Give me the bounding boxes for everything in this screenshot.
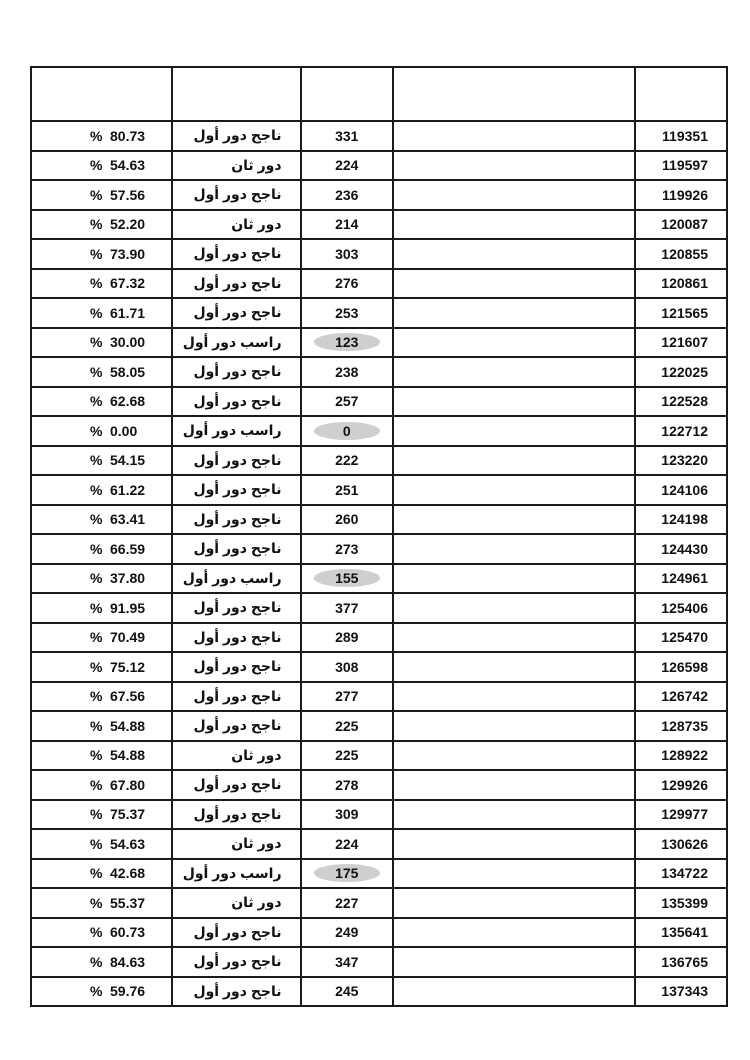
percent-symbol: % bbox=[90, 245, 103, 262]
score-cell bbox=[301, 977, 394, 1007]
score-value: 224 bbox=[335, 157, 359, 174]
score-value: 309 bbox=[335, 806, 359, 823]
score-value: 245 bbox=[335, 983, 359, 1000]
status-cell: دور ثان bbox=[172, 741, 301, 771]
score-cell bbox=[301, 357, 394, 387]
percent-cell bbox=[31, 151, 172, 181]
id-cell: 129977 bbox=[635, 800, 727, 830]
table-row bbox=[31, 829, 727, 859]
percent-cell bbox=[31, 564, 172, 594]
id-cell: 126742 bbox=[635, 682, 727, 712]
score-cell bbox=[301, 298, 394, 328]
percent-value: 73.90 bbox=[110, 245, 146, 262]
percent-cell bbox=[31, 888, 172, 918]
table-row bbox=[31, 210, 727, 240]
id-cell: 128922 bbox=[635, 741, 727, 771]
percent-value: 61.71 bbox=[110, 304, 146, 321]
percent-cell bbox=[31, 446, 172, 476]
score-cell bbox=[301, 741, 394, 771]
name-cell bbox=[393, 800, 635, 830]
id-cell: 120861 bbox=[635, 269, 727, 299]
percent-value: 42.68 bbox=[110, 865, 146, 882]
id-cell: 119597 bbox=[635, 151, 727, 181]
score-cell bbox=[301, 770, 394, 800]
percent-value: 57.56 bbox=[110, 186, 146, 203]
table-row bbox=[31, 239, 727, 269]
percent-value: 75.12 bbox=[110, 658, 146, 675]
score-cell bbox=[301, 918, 394, 948]
status-cell: ناجح دور أول bbox=[172, 623, 301, 653]
id-cell: 129926 bbox=[635, 770, 727, 800]
id-cell: 119926 bbox=[635, 180, 727, 210]
id-cell: 136765 bbox=[635, 947, 727, 977]
percent-cell bbox=[31, 387, 172, 417]
status-cell: ناجح دور أول bbox=[172, 711, 301, 741]
score-value: 227 bbox=[335, 894, 359, 911]
id-cell: 122528 bbox=[635, 387, 727, 417]
table-row bbox=[31, 947, 727, 977]
percent-symbol: % bbox=[90, 275, 103, 292]
table-row bbox=[31, 328, 727, 358]
table-row bbox=[31, 770, 727, 800]
percent-cell bbox=[31, 859, 172, 889]
table-body bbox=[31, 67, 727, 1006]
status-cell: دور ثان bbox=[172, 151, 301, 181]
percent-symbol: % bbox=[90, 304, 103, 321]
percent-value: 70.49 bbox=[110, 629, 146, 646]
percent-cell bbox=[31, 210, 172, 240]
percent-symbol: % bbox=[90, 599, 103, 616]
score-cell bbox=[301, 416, 394, 446]
percent-value: 63.41 bbox=[110, 511, 146, 528]
score-cell bbox=[301, 534, 394, 564]
percent-symbol: % bbox=[90, 570, 103, 587]
score-cell bbox=[301, 121, 394, 151]
percent-cell bbox=[31, 623, 172, 653]
percent-symbol: % bbox=[90, 835, 103, 852]
status-cell: ناجح دور أول bbox=[172, 770, 301, 800]
table-row bbox=[31, 534, 727, 564]
percent-symbol: % bbox=[90, 688, 103, 705]
status-cell: ناجح دور أول bbox=[172, 800, 301, 830]
score-highlight-oval: 0 bbox=[314, 422, 380, 440]
percent-value: 54.15 bbox=[110, 452, 146, 469]
header-cell-score bbox=[301, 67, 394, 121]
score-cell bbox=[301, 829, 394, 859]
percent-value: 80.73 bbox=[110, 127, 146, 144]
status-cell: ناجح دور أول bbox=[172, 121, 301, 151]
percent-cell bbox=[31, 770, 172, 800]
score-cell bbox=[301, 564, 394, 594]
score-value: 238 bbox=[335, 363, 359, 380]
table-row bbox=[31, 682, 727, 712]
table-row bbox=[31, 741, 727, 771]
percent-symbol: % bbox=[90, 422, 103, 439]
percent-value: 67.56 bbox=[110, 688, 146, 705]
name-cell bbox=[393, 505, 635, 535]
name-cell bbox=[393, 357, 635, 387]
status-cell: ناجح دور أول bbox=[172, 918, 301, 948]
status-cell: دور ثان bbox=[172, 210, 301, 240]
name-cell bbox=[393, 623, 635, 653]
table-row bbox=[31, 977, 727, 1007]
results-table bbox=[30, 66, 728, 1007]
status-cell: ناجح دور أول bbox=[172, 180, 301, 210]
id-cell: 122025 bbox=[635, 357, 727, 387]
table-row bbox=[31, 652, 727, 682]
header-cell-id bbox=[635, 67, 727, 121]
score-cell bbox=[301, 328, 394, 358]
score-value: 222 bbox=[335, 452, 359, 469]
percent-cell bbox=[31, 652, 172, 682]
percent-symbol: % bbox=[90, 393, 103, 410]
status-cell: ناجح دور أول bbox=[172, 652, 301, 682]
table-row bbox=[31, 505, 727, 535]
score-cell bbox=[301, 947, 394, 977]
score-value: 214 bbox=[335, 216, 359, 233]
score-value: 308 bbox=[335, 658, 359, 675]
percent-symbol: % bbox=[90, 776, 103, 793]
score-value: 303 bbox=[335, 245, 359, 262]
status-cell: ناجح دور أول bbox=[172, 505, 301, 535]
score-value: 251 bbox=[335, 481, 359, 498]
name-cell bbox=[393, 475, 635, 505]
name-cell bbox=[393, 446, 635, 476]
table-row bbox=[31, 446, 727, 476]
table-row bbox=[31, 800, 727, 830]
name-cell bbox=[393, 121, 635, 151]
name-cell bbox=[393, 829, 635, 859]
id-cell: 123220 bbox=[635, 446, 727, 476]
percent-cell bbox=[31, 505, 172, 535]
percent-cell bbox=[31, 918, 172, 948]
score-value: 331 bbox=[335, 127, 359, 144]
table-row bbox=[31, 918, 727, 948]
id-cell: 120087 bbox=[635, 210, 727, 240]
score-cell bbox=[301, 475, 394, 505]
percent-symbol: % bbox=[90, 334, 103, 351]
percent-symbol: % bbox=[90, 806, 103, 823]
score-value: 249 bbox=[335, 924, 359, 941]
status-cell: دور ثان bbox=[172, 829, 301, 859]
name-cell bbox=[393, 918, 635, 948]
percent-value: 54.88 bbox=[110, 747, 146, 764]
percent-cell bbox=[31, 475, 172, 505]
status-cell: ناجح دور أول bbox=[172, 446, 301, 476]
table-row bbox=[31, 357, 727, 387]
header-cell-status bbox=[172, 67, 301, 121]
percent-cell bbox=[31, 947, 172, 977]
percent-value: 37.80 bbox=[110, 570, 146, 587]
header-cell-name bbox=[393, 67, 635, 121]
percent-symbol: % bbox=[90, 658, 103, 675]
score-value: 257 bbox=[335, 393, 359, 410]
id-cell: 137343 bbox=[635, 977, 727, 1007]
status-cell: راسب دور أول bbox=[172, 328, 301, 358]
percent-symbol: % bbox=[90, 894, 103, 911]
id-cell: 125406 bbox=[635, 593, 727, 623]
name-cell bbox=[393, 210, 635, 240]
percent-value: 58.05 bbox=[110, 363, 146, 380]
percent-value: 52.20 bbox=[110, 216, 146, 233]
name-cell bbox=[393, 652, 635, 682]
id-cell: 128735 bbox=[635, 711, 727, 741]
percent-value: 54.63 bbox=[110, 157, 146, 174]
id-cell: 134722 bbox=[635, 859, 727, 889]
table-row bbox=[31, 623, 727, 653]
table-row bbox=[31, 180, 727, 210]
table-row bbox=[31, 387, 727, 417]
percent-symbol: % bbox=[90, 540, 103, 557]
percent-value: 60.73 bbox=[110, 924, 146, 941]
status-cell: راسب دور أول bbox=[172, 416, 301, 446]
percent-cell bbox=[31, 269, 172, 299]
percent-value: 91.95 bbox=[110, 599, 146, 616]
id-cell: 124430 bbox=[635, 534, 727, 564]
status-cell: ناجح دور أول bbox=[172, 593, 301, 623]
score-cell bbox=[301, 652, 394, 682]
percent-value: 61.22 bbox=[110, 481, 146, 498]
name-cell bbox=[393, 387, 635, 417]
score-value: 347 bbox=[335, 953, 359, 970]
score-cell bbox=[301, 859, 394, 889]
percent-value: 67.32 bbox=[110, 275, 146, 292]
score-value: 289 bbox=[335, 629, 359, 646]
score-value: 278 bbox=[335, 776, 359, 793]
score-highlight-oval: 175 bbox=[314, 864, 380, 882]
percent-symbol: % bbox=[90, 452, 103, 469]
score-value: 225 bbox=[335, 747, 359, 764]
status-cell: دور ثان bbox=[172, 888, 301, 918]
score-cell bbox=[301, 239, 394, 269]
percent-cell bbox=[31, 977, 172, 1007]
name-cell bbox=[393, 298, 635, 328]
name-cell bbox=[393, 328, 635, 358]
percent-symbol: % bbox=[90, 953, 103, 970]
percent-symbol: % bbox=[90, 127, 103, 144]
status-cell: ناجح دور أول bbox=[172, 475, 301, 505]
id-cell: 121565 bbox=[635, 298, 727, 328]
percent-value: 54.88 bbox=[110, 717, 146, 734]
percent-symbol: % bbox=[90, 157, 103, 174]
score-value: 273 bbox=[335, 540, 359, 557]
percent-value: 59.76 bbox=[110, 983, 146, 1000]
score-cell bbox=[301, 505, 394, 535]
score-cell bbox=[301, 151, 394, 181]
id-cell: 121607 bbox=[635, 328, 727, 358]
table-row bbox=[31, 564, 727, 594]
name-cell bbox=[393, 239, 635, 269]
id-cell: 135641 bbox=[635, 918, 727, 948]
percent-symbol: % bbox=[90, 717, 103, 734]
percent-cell bbox=[31, 328, 172, 358]
header-cell-percent bbox=[31, 67, 172, 121]
status-cell: ناجح دور أول bbox=[172, 357, 301, 387]
percent-value: 67.80 bbox=[110, 776, 146, 793]
table-row bbox=[31, 593, 727, 623]
score-value: 377 bbox=[335, 599, 359, 616]
header-row bbox=[31, 67, 727, 121]
percent-value: 75.37 bbox=[110, 806, 146, 823]
percent-symbol: % bbox=[90, 629, 103, 646]
score-value: 253 bbox=[335, 304, 359, 321]
name-cell bbox=[393, 770, 635, 800]
name-cell bbox=[393, 888, 635, 918]
score-cell bbox=[301, 269, 394, 299]
status-cell: ناجح دور أول bbox=[172, 298, 301, 328]
percent-cell bbox=[31, 298, 172, 328]
table-row bbox=[31, 416, 727, 446]
id-cell: 125470 bbox=[635, 623, 727, 653]
id-cell: 130626 bbox=[635, 829, 727, 859]
table-row bbox=[31, 859, 727, 889]
score-cell bbox=[301, 593, 394, 623]
percent-symbol: % bbox=[90, 747, 103, 764]
percent-value: 55.37 bbox=[110, 894, 146, 911]
name-cell bbox=[393, 977, 635, 1007]
status-cell: ناجح دور أول bbox=[172, 534, 301, 564]
percent-value: 84.63 bbox=[110, 953, 146, 970]
percent-symbol: % bbox=[90, 481, 103, 498]
score-cell bbox=[301, 711, 394, 741]
table-row bbox=[31, 151, 727, 181]
score-cell bbox=[301, 387, 394, 417]
percent-symbol: % bbox=[90, 216, 103, 233]
status-cell: ناجح دور أول bbox=[172, 239, 301, 269]
name-cell bbox=[393, 151, 635, 181]
percent-value: 30.00 bbox=[110, 334, 146, 351]
id-cell: 124106 bbox=[635, 475, 727, 505]
name-cell bbox=[393, 180, 635, 210]
score-cell bbox=[301, 800, 394, 830]
percent-value: 66.59 bbox=[110, 540, 146, 557]
score-value: 225 bbox=[335, 717, 359, 734]
percent-cell bbox=[31, 121, 172, 151]
score-cell bbox=[301, 623, 394, 653]
id-cell: 124198 bbox=[635, 505, 727, 535]
name-cell bbox=[393, 682, 635, 712]
id-cell: 126598 bbox=[635, 652, 727, 682]
percent-symbol: % bbox=[90, 363, 103, 380]
status-cell: ناجح دور أول bbox=[172, 682, 301, 712]
percent-cell bbox=[31, 239, 172, 269]
table-row bbox=[31, 298, 727, 328]
id-cell: 124961 bbox=[635, 564, 727, 594]
score-cell bbox=[301, 446, 394, 476]
id-cell: 122712 bbox=[635, 416, 727, 446]
score-highlight-oval: 155 bbox=[314, 569, 380, 587]
status-cell: ناجح دور أول bbox=[172, 977, 301, 1007]
percent-cell bbox=[31, 416, 172, 446]
percent-symbol: % bbox=[90, 983, 103, 1000]
percent-symbol: % bbox=[90, 186, 103, 203]
score-value: 224 bbox=[335, 835, 359, 852]
percent-cell bbox=[31, 180, 172, 210]
score-value: 276 bbox=[335, 275, 359, 292]
score-value: 260 bbox=[335, 511, 359, 528]
status-cell: ناجح دور أول bbox=[172, 387, 301, 417]
percent-cell bbox=[31, 711, 172, 741]
percent-value: 54.63 bbox=[110, 835, 146, 852]
score-highlight-oval: 123 bbox=[314, 333, 380, 351]
name-cell bbox=[393, 416, 635, 446]
percent-cell bbox=[31, 593, 172, 623]
percent-cell bbox=[31, 800, 172, 830]
status-cell: راسب دور أول bbox=[172, 564, 301, 594]
table-row bbox=[31, 269, 727, 299]
percent-cell bbox=[31, 829, 172, 859]
table-row bbox=[31, 475, 727, 505]
table-row bbox=[31, 121, 727, 151]
score-value: 236 bbox=[335, 186, 359, 203]
percent-symbol: % bbox=[90, 511, 103, 528]
status-cell: ناجح دور أول bbox=[172, 947, 301, 977]
percent-cell bbox=[31, 534, 172, 564]
percent-cell bbox=[31, 357, 172, 387]
percent-symbol: % bbox=[90, 924, 103, 941]
percent-value: 0.00 bbox=[110, 422, 138, 439]
id-cell: 120855 bbox=[635, 239, 727, 269]
name-cell bbox=[393, 534, 635, 564]
status-cell: ناجح دور أول bbox=[172, 269, 301, 299]
id-cell: 119351 bbox=[635, 121, 727, 151]
score-cell bbox=[301, 210, 394, 240]
name-cell bbox=[393, 593, 635, 623]
name-cell bbox=[393, 947, 635, 977]
name-cell bbox=[393, 859, 635, 889]
score-cell bbox=[301, 888, 394, 918]
percent-cell bbox=[31, 682, 172, 712]
name-cell bbox=[393, 564, 635, 594]
name-cell bbox=[393, 741, 635, 771]
percent-symbol: % bbox=[90, 865, 103, 882]
status-cell: راسب دور أول bbox=[172, 859, 301, 889]
score-value: 277 bbox=[335, 688, 359, 705]
percent-value: 62.68 bbox=[110, 393, 146, 410]
name-cell bbox=[393, 269, 635, 299]
percent-cell bbox=[31, 741, 172, 771]
score-cell bbox=[301, 180, 394, 210]
score-cell bbox=[301, 682, 394, 712]
table-row bbox=[31, 711, 727, 741]
table-row bbox=[31, 888, 727, 918]
id-cell: 135399 bbox=[635, 888, 727, 918]
name-cell bbox=[393, 711, 635, 741]
